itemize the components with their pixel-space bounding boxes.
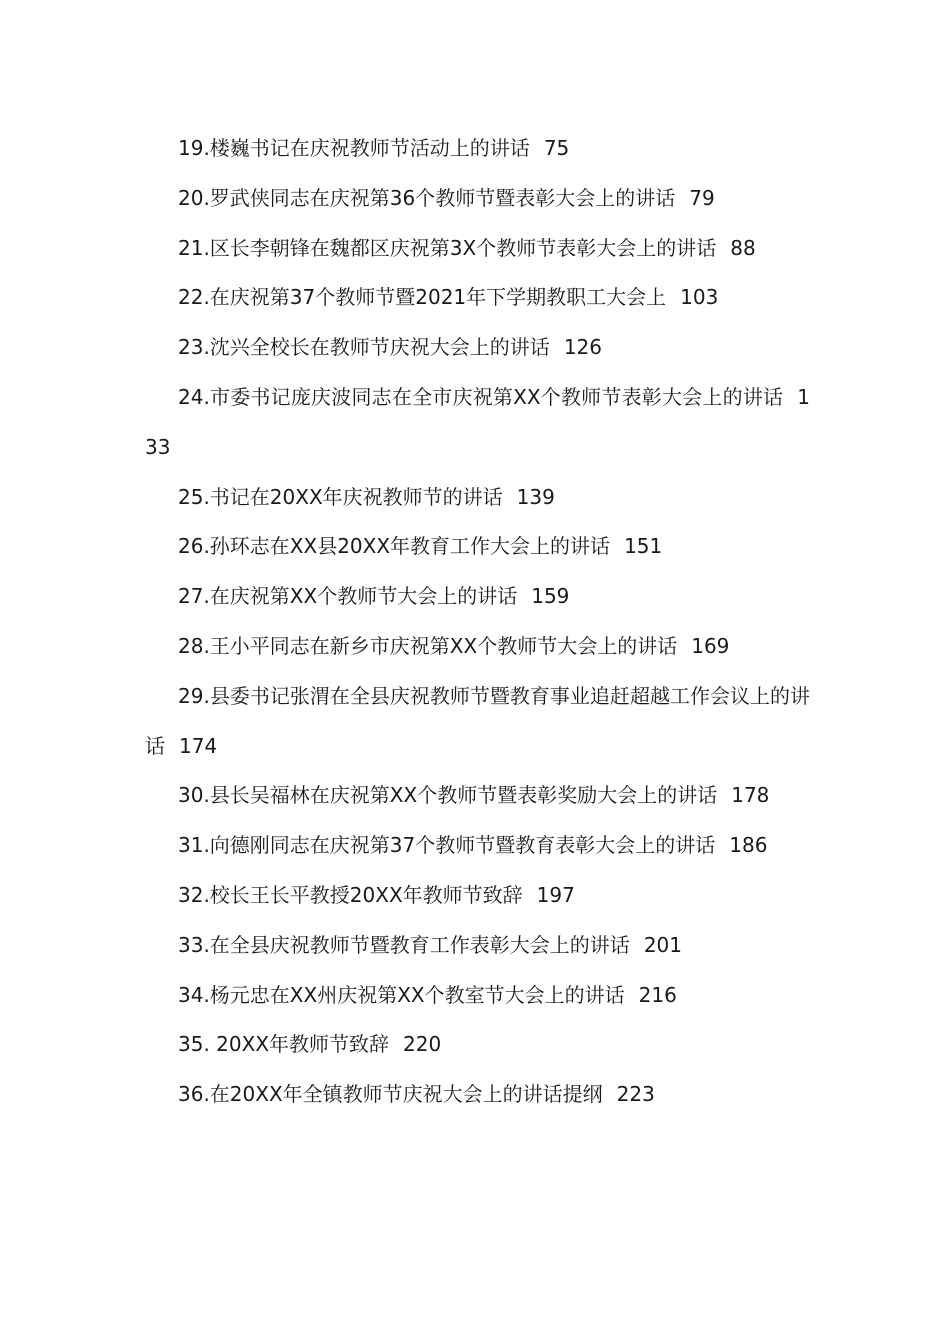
toc-entry — [145, 622, 810, 672]
toc-entry — [145, 1070, 810, 1120]
toc-entry — [145, 373, 810, 473]
toc-entry — [145, 1020, 810, 1070]
toc-entry-page: 174 — [179, 733, 218, 758]
toc-entry — [145, 522, 810, 572]
toc-entry-page: 220 — [403, 1032, 442, 1057]
toc-entry-title: 23.沈兴全校长在教师节庆祝大会上的讲话 — [178, 335, 550, 360]
toc-entry — [145, 273, 810, 323]
toc-entry-title: 36.在20XX年全镇教师节庆祝大会上的讲话提纲 — [178, 1082, 603, 1107]
toc-entry-page: 178 — [731, 783, 770, 808]
toc-entry-page: 201 — [643, 932, 682, 957]
toc-entry-page: 216 — [638, 982, 677, 1007]
toc-entry — [145, 124, 810, 174]
table-of-contents — [145, 124, 810, 1120]
toc-entry — [145, 871, 810, 921]
toc-entry-page: 223 — [616, 1082, 655, 1107]
toc-entry — [145, 771, 810, 821]
toc-entry-title: 30.县长吴福林在庆祝第XX个教师节暨表彰奖励大会上的讲话 — [178, 783, 718, 808]
toc-entry-title: 29.县委书记张渭在全县庆祝教师节暨教育事业追赶超越工作会议上的讲话 — [145, 683, 810, 758]
toc-entry — [145, 174, 810, 224]
toc-entry-title: 31.向德刚同志在庆祝第37个教师节暨教育表彰大会上的讲话 — [178, 833, 716, 858]
toc-entry-title: 20.罗武侠同志在庆祝第36个教师节暨表彰大会上的讲话 — [178, 185, 676, 210]
toc-entry-title: 25.书记在20XX年庆祝教师节的讲话 — [178, 484, 503, 509]
toc-entry — [145, 921, 810, 971]
toc-entry-title: 19.楼巍书记在庆祝教师节活动上的讲话 — [178, 136, 530, 160]
toc-entry-title: 21.区长李朝锋在魏都区庆祝第3X个教师节表彰大会上的讲话 — [178, 235, 717, 260]
toc-entry-page: 151 — [624, 534, 663, 559]
toc-entry-title: 33.在全县庆祝教师节暨教育工作表彰大会上的讲话 — [178, 932, 630, 957]
toc-entry — [145, 473, 810, 523]
toc-entry-title: 27.在庆祝第XX个教师节大会上的讲话 — [178, 584, 518, 609]
toc-entry-title: 34.杨元忠在XX州庆祝第XX个教室节大会上的讲话 — [178, 982, 625, 1007]
toc-entry-page: 169 — [691, 633, 730, 658]
toc-entry — [145, 672, 810, 772]
toc-entry-title: 35. 20XX年教师节致辞 — [178, 1032, 390, 1057]
toc-entry — [145, 821, 810, 871]
toc-entry-page: 126 — [563, 335, 602, 360]
toc-entry-title: 26.孙环志在XX县20XX年教育工作大会上的讲话 — [178, 534, 611, 559]
toc-entry-page: 133 — [145, 384, 810, 459]
toc-entry-page: 79 — [689, 185, 715, 210]
toc-entry-title: 24.市委书记庞庆波同志在全市庆祝第XX个教师节表彰大会上的讲话 — [178, 384, 784, 409]
toc-entry-page: 197 — [536, 882, 575, 907]
toc-entry-page: 139 — [516, 484, 555, 509]
toc-entry-page: 186 — [729, 833, 768, 858]
toc-entry-page: 103 — [680, 285, 719, 310]
toc-entry — [145, 224, 810, 274]
toc-entry-title: 32.校长王长平教授20XX年教师节致辞 — [178, 882, 523, 907]
toc-entry-page: 88 — [730, 235, 756, 260]
toc-entry-page: 75 — [543, 136, 570, 160]
toc-entry — [145, 323, 810, 373]
toc-entry-title: 28.王小平同志在新乡市庆祝第XX个教师节大会上的讲话 — [178, 633, 678, 658]
toc-entry-page: 159 — [531, 584, 570, 609]
toc-entry-title: 22.在庆祝第37个教师节暨2021年下学期教职工大会上 — [178, 285, 667, 310]
toc-entry — [145, 971, 810, 1021]
toc-entry — [145, 572, 810, 622]
